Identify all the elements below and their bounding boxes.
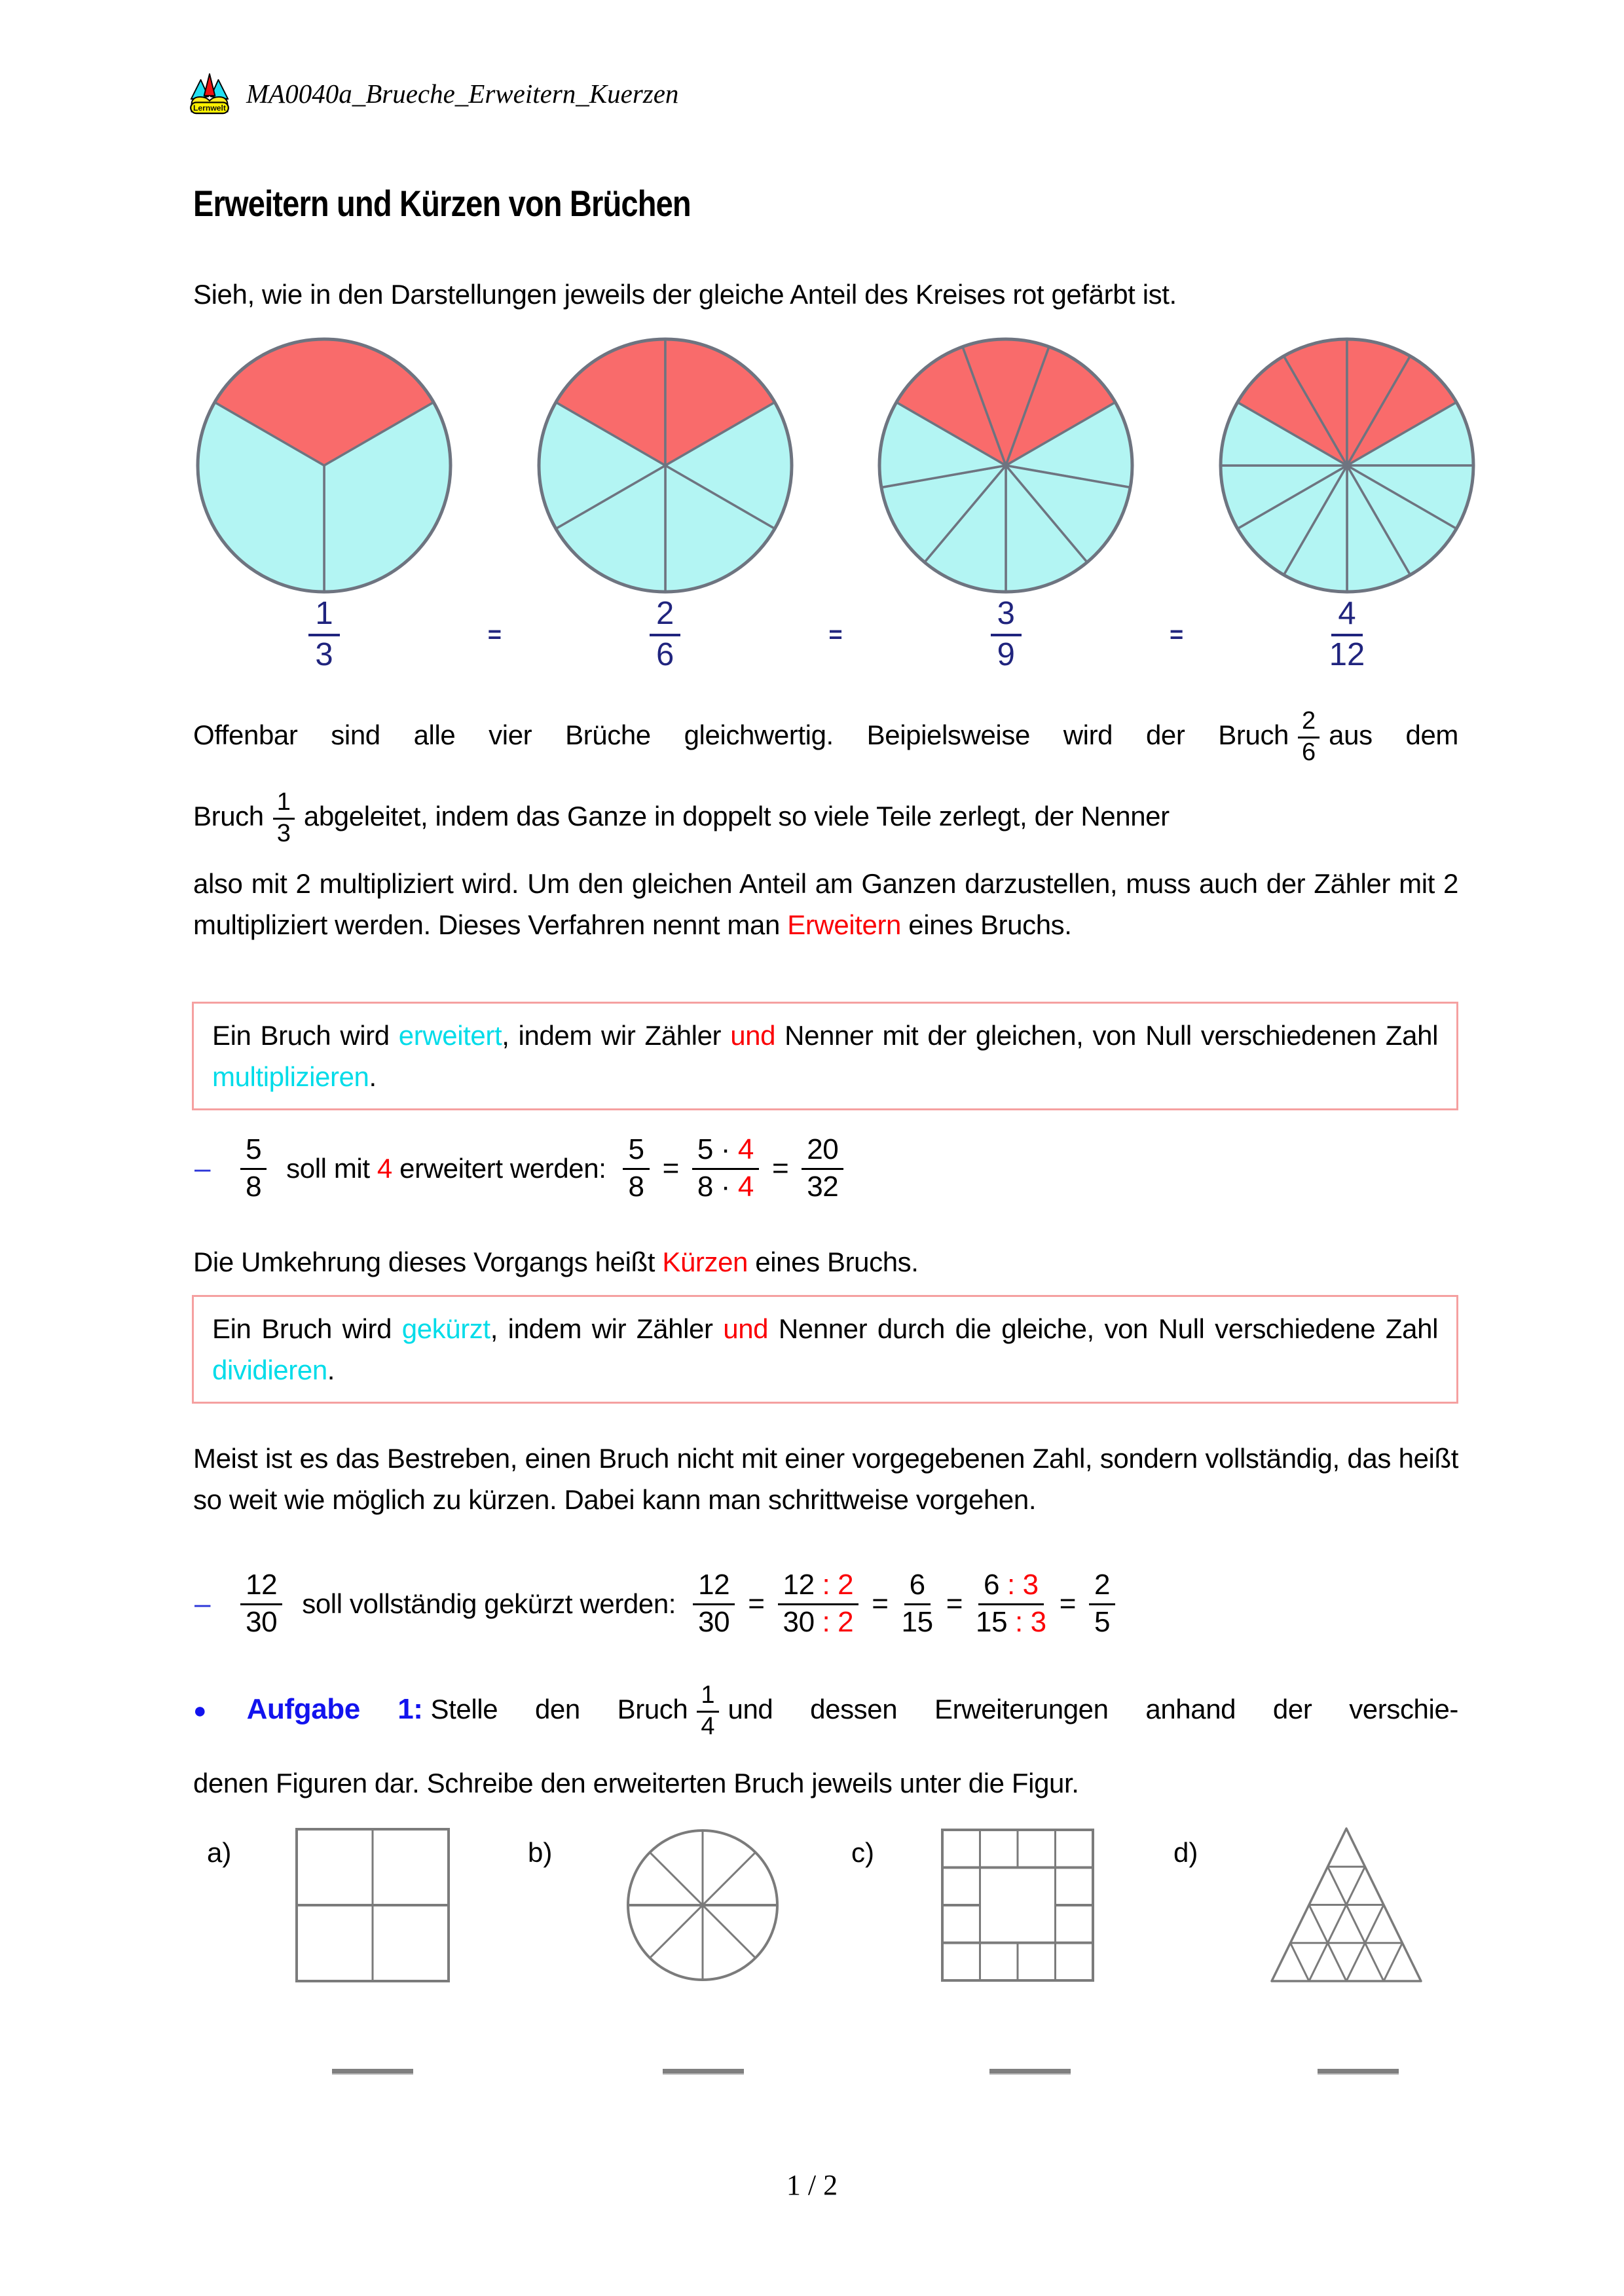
fraction-one-third: 1 3 [194,597,454,672]
figure-grid-sixteenths [940,1828,1095,1982]
fraction-three-ninths: 3 9 [876,597,1135,672]
paragraph-meist: Meist ist es das Bestreben, einen Bruch nicht mit einer vorgegebenen Zahl, sondern vollständig, das heißt so weit wie möglich zu kürzen. Dabei kann man schrittweise vorgehen. [193,1443,1458,1515]
fraction-two-sixths: 2 6 [536,597,795,672]
figure-circle-eighths [625,1828,780,1982]
equals-sign: = [1170,620,1184,647]
page-number: 1 / 2 [786,2169,838,2201]
document-filename: MA0040a_Brueche_Erweitern_Kuerzen [246,79,679,109]
calculation-chain: $\frac{12}{30}$ = $\frac{12 : 2}{30 : 2}$ = $\frac{6}{15}$ = $\frac{6 : 3}{15 : 3}$ = $\frac{2}{5}$ [693,1570,1115,1637]
answer-blank-c [989,2069,1071,2075]
answer-blank-d [1318,2069,1399,2075]
task-1-label: Aufgabe 1: [246,1692,423,1725]
figure-label-c: c) [851,1837,874,1868]
inline-fraction: $\frac{2}{6}$ [1298,708,1320,766]
definition-box-kuerzen: Ein Bruch wird gekürzt, indem wir Zähler und Nenner durch die gleiche, von Null verschiedene Zahl dividieren. [192,1295,1458,1404]
highlight-erweitern: Erweitern [787,909,901,940]
figure-square-quarters [295,1828,450,1982]
fraction-twelve-thirtieths: 12 30 [240,1570,282,1637]
inline-fraction: $\frac{1}{3}$ [273,790,295,847]
equals-sign: = [487,620,502,647]
figure-label-d: d) [1173,1837,1198,1868]
answer-blank-a [332,2069,413,2075]
example-text: soll mit 4 erweitert werden: [286,1152,606,1184]
paragraph-offenbar-rest: also mit 2 multipliziert wird. Um den gleichen Anteil am Ganzen darzustellen, muss auch der Zähler mit 2 multipliziert werden. Dieses Verfahren nennt man Erweitern eines Bruchs. [193,868,1458,940]
figure-label-a: a) [207,1837,232,1868]
highlight-kuerzen: Kürzen [662,1247,748,1277]
example-text: soll vollständig gekürzt werden: [302,1588,676,1619]
kuerzen-sentence: Die Umkehrung dieses Vorgangs heißt Kürzen eines Bruchs. [193,1247,919,1277]
pie-ninths [876,336,1135,595]
bullet-icon: ● [193,1698,236,1724]
figure-triangle-sixteenths [1268,1827,1424,1984]
lernwelt-logo-icon [189,72,231,115]
fraction-row [194,597,1477,672]
calculation-chain: $\frac{5}{8}$ = $\frac{5 \cdot 4}{8 \cdot 4}$ = $\frac{20}{32}$ [623,1135,843,1202]
dash: – [194,1152,211,1184]
pie-diagram-row [194,336,1477,595]
figure-label-b: b) [528,1837,553,1868]
fraction-five-eighths: 5 8 [240,1135,267,1202]
equals-sign: = [828,620,843,647]
answer-blank-b [663,2069,744,2075]
inline-fraction: $\frac{1}{4}$ [697,1683,718,1740]
pie-thirds [194,336,454,595]
dash: – [194,1587,211,1620]
page-title: Erweitern und Kürzen von Brüchen [193,183,691,224]
pie-sixths [536,336,795,595]
pie-twelfths [1217,336,1477,595]
logo-text: Lernwelt [193,103,226,113]
example-erweitern [194,1135,843,1202]
header [189,72,678,115]
fraction-four-twelfths: 4 12 [1329,596,1365,672]
task-1-line2: denen Figuren dar. Schreibe den erweiterten Bruch jeweils unter die Figur. [193,1768,1079,1798]
definition-box-erweitern: Ein Bruch wird erweitert, indem wir Zähler und Nenner mit der gleichen, von Null verschiedenen Zahl multiplizieren. [192,1002,1458,1110]
paragraph-offenbar-line1: Offenbar sind alle vier Brüche gleichwertig. Beipielsweise wird der Bruch $\frac{2}{6}$ aus dem [193,707,1459,766]
intro-text: Sieh, wie in den Darstellungen jeweils der gleiche Anteil des Kreises rot gefärbt ist. [193,279,1177,310]
paragraph-offenbar-line2: Bruch $\frac{1}{3}$ abgeleitet, indem das Ganze in doppelt so viele Teile zerlegt, der Nenner [193,788,1170,847]
example-kuerzen [194,1570,1115,1637]
task-1-line1: ● Aufgabe 1: Stelle den Bruch $\frac{1}{4}$ und dessen Erweiterungen anhand der verschie- [193,1681,1458,1740]
